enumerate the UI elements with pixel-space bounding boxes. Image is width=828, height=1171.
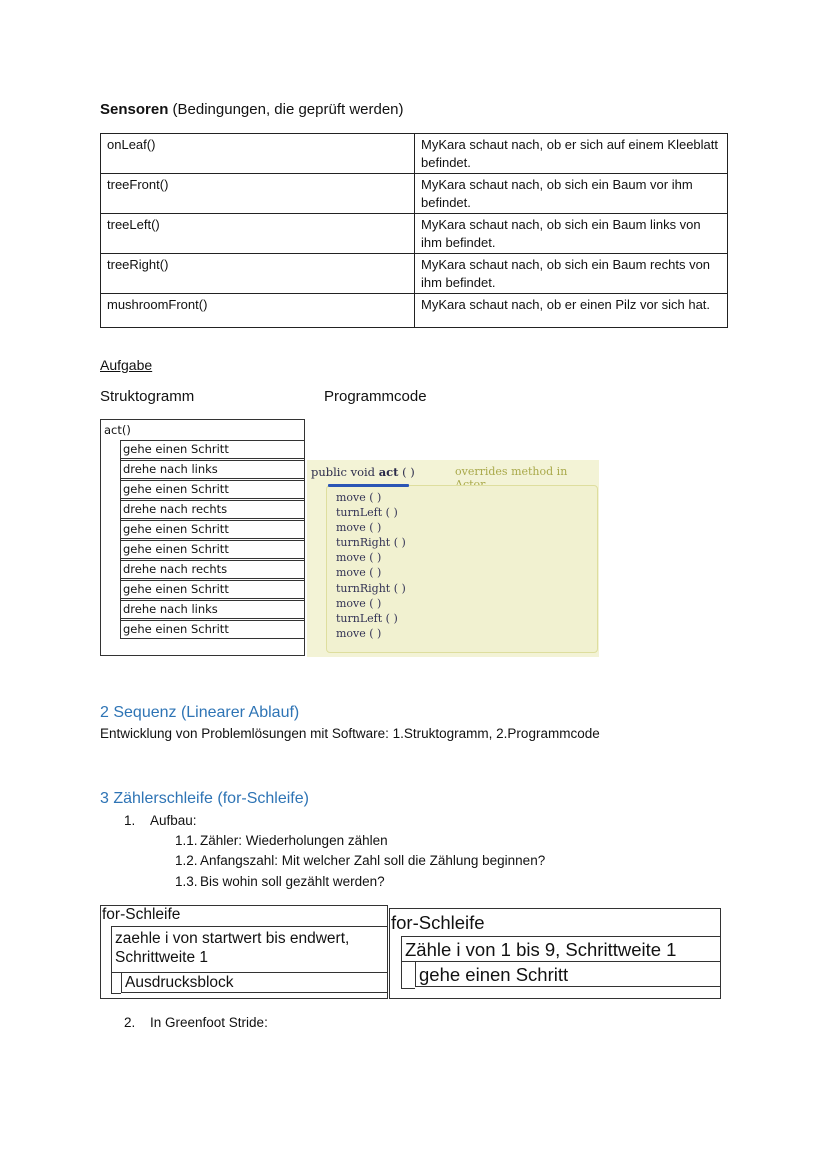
struktogramm-step: gehe einen Schritt: [121, 440, 305, 459]
overrides-note: overrides method in: [455, 465, 568, 478]
sensor-description: MyKara schaut nach, ob sich ein Baum vor ihm befindet.: [415, 174, 728, 214]
aufgabe-heading: Aufgabe: [100, 357, 153, 373]
sensor-name: treeRight(): [101, 254, 415, 294]
code-line: move ( ): [336, 551, 382, 565]
list-item-number: 2.: [124, 1015, 136, 1030]
sensor-description: MyKara schaut nach, ob sich ein Baum links von ihm befindet.: [415, 214, 728, 254]
code-line: turnRight ( ): [336, 536, 406, 550]
sublist-item: Anfangszahl: Mit welcher Zahl soll die Zählung beginnen?: [200, 853, 546, 868]
for-loop-head-line: Schrittweite 1: [115, 949, 209, 966]
struktogramm-step: drehe nach rechts: [121, 500, 305, 519]
zaehlerschleife-heading: 3 Zählerschleife (for-Schleife): [100, 790, 309, 807]
struktogramm-steps: [120, 440, 305, 639]
sublist-item: Bis wohin soll gezählt werden?: [200, 874, 385, 889]
struktogramm-head: act(): [104, 423, 131, 437]
for-loop-example-diagram: [389, 908, 721, 999]
table-row: [101, 134, 728, 174]
for-loop-head: [111, 926, 388, 973]
for-loop-body-text: Ausdrucksblock: [125, 974, 234, 991]
table-row: [101, 214, 728, 254]
for-loop-title: for-Schleife: [391, 912, 485, 933]
code-line: turnRight ( ): [336, 581, 406, 595]
sequenz-heading: 2 Sequenz (Linearer Ablauf): [100, 704, 300, 721]
code-line: turnLeft ( ): [336, 611, 398, 625]
code-line: move ( ): [336, 521, 382, 535]
struktogramm-step: gehe einen Schritt: [121, 540, 305, 559]
list-item-number: 1.: [124, 813, 136, 828]
list-item: In Greenfoot Stride:: [150, 1015, 268, 1030]
for-loop-generic-diagram: [100, 905, 388, 999]
cursor-bar: [328, 484, 409, 487]
code-line: move ( ): [336, 626, 382, 640]
struktogramm-step: drehe nach links: [121, 600, 305, 619]
sensor-description: MyKara schaut nach, ob er sich auf einem Kleeblatt befindet.: [415, 134, 728, 174]
sensor-name: mushroomFront(): [101, 294, 415, 328]
sensor-name: onLeaf(): [101, 134, 415, 174]
for-loop-bracket: [111, 972, 121, 994]
table-row: [101, 174, 728, 214]
sublist-number: 1.2.: [175, 853, 198, 868]
sensoren-heading: Sensoren (Bedingungen, die geprüft werden): [100, 101, 404, 118]
code-lines: [336, 490, 406, 641]
table-row: [101, 254, 728, 294]
method-signature: public void act ( ): [311, 465, 415, 479]
struktogramm: [100, 419, 305, 656]
for-loop-head-text: Zähle i von 1 bis 9, Schrittweite 1: [405, 939, 677, 960]
code-line: move ( ): [336, 596, 382, 610]
sequenz-text: Entwicklung von Problemlösungen mit Software: 1.Struktogramm, 2.Programmcode: [100, 726, 600, 741]
code-line: move ( ): [336, 491, 382, 504]
for-loop-body: [415, 961, 721, 987]
struktogramm-label: Struktogramm: [100, 388, 195, 405]
table-row: [101, 294, 728, 328]
sensor-description: MyKara schaut nach, ob sich ein Baum rechts von ihm befindet.: [415, 254, 728, 294]
sensor-name: treeFront(): [101, 174, 415, 214]
for-loop-head-line: zaehle i von startwert bis endwert,: [115, 930, 350, 947]
struktogramm-step: gehe einen Schritt: [121, 580, 305, 599]
struktogramm-step: gehe einen Schritt: [121, 480, 305, 499]
struktogramm-step: gehe einen Schritt: [121, 620, 305, 639]
sensor-name: treeLeft(): [101, 214, 415, 254]
programmcode-label: Programmcode: [324, 388, 427, 405]
for-loop-title: for-Schleife: [102, 906, 181, 923]
for-loop-body-text: gehe einen Schritt: [419, 964, 569, 985]
sensoren-table: [100, 133, 728, 328]
sublist-number: 1.1.: [175, 833, 198, 848]
struktogramm-step: drehe nach rechts: [121, 560, 305, 579]
stride-code-panel: [307, 460, 599, 657]
sublist-number: 1.3.: [175, 874, 198, 889]
for-loop-body: [121, 972, 388, 993]
list-item: Aufbau:: [150, 813, 197, 828]
struktogramm-step: gehe einen Schritt: [121, 520, 305, 539]
sensor-description: MyKara schaut nach, ob er einen Pilz vor sich hat.: [415, 294, 728, 328]
struktogramm-step: drehe nach links: [121, 460, 305, 479]
for-loop-head: [401, 936, 721, 962]
code-line: move ( ): [336, 566, 382, 580]
code-line: turnLeft ( ): [336, 506, 398, 520]
sublist-item: Zähler: Wiederholungen zählen: [200, 833, 388, 848]
for-loop-bracket: [401, 961, 415, 989]
